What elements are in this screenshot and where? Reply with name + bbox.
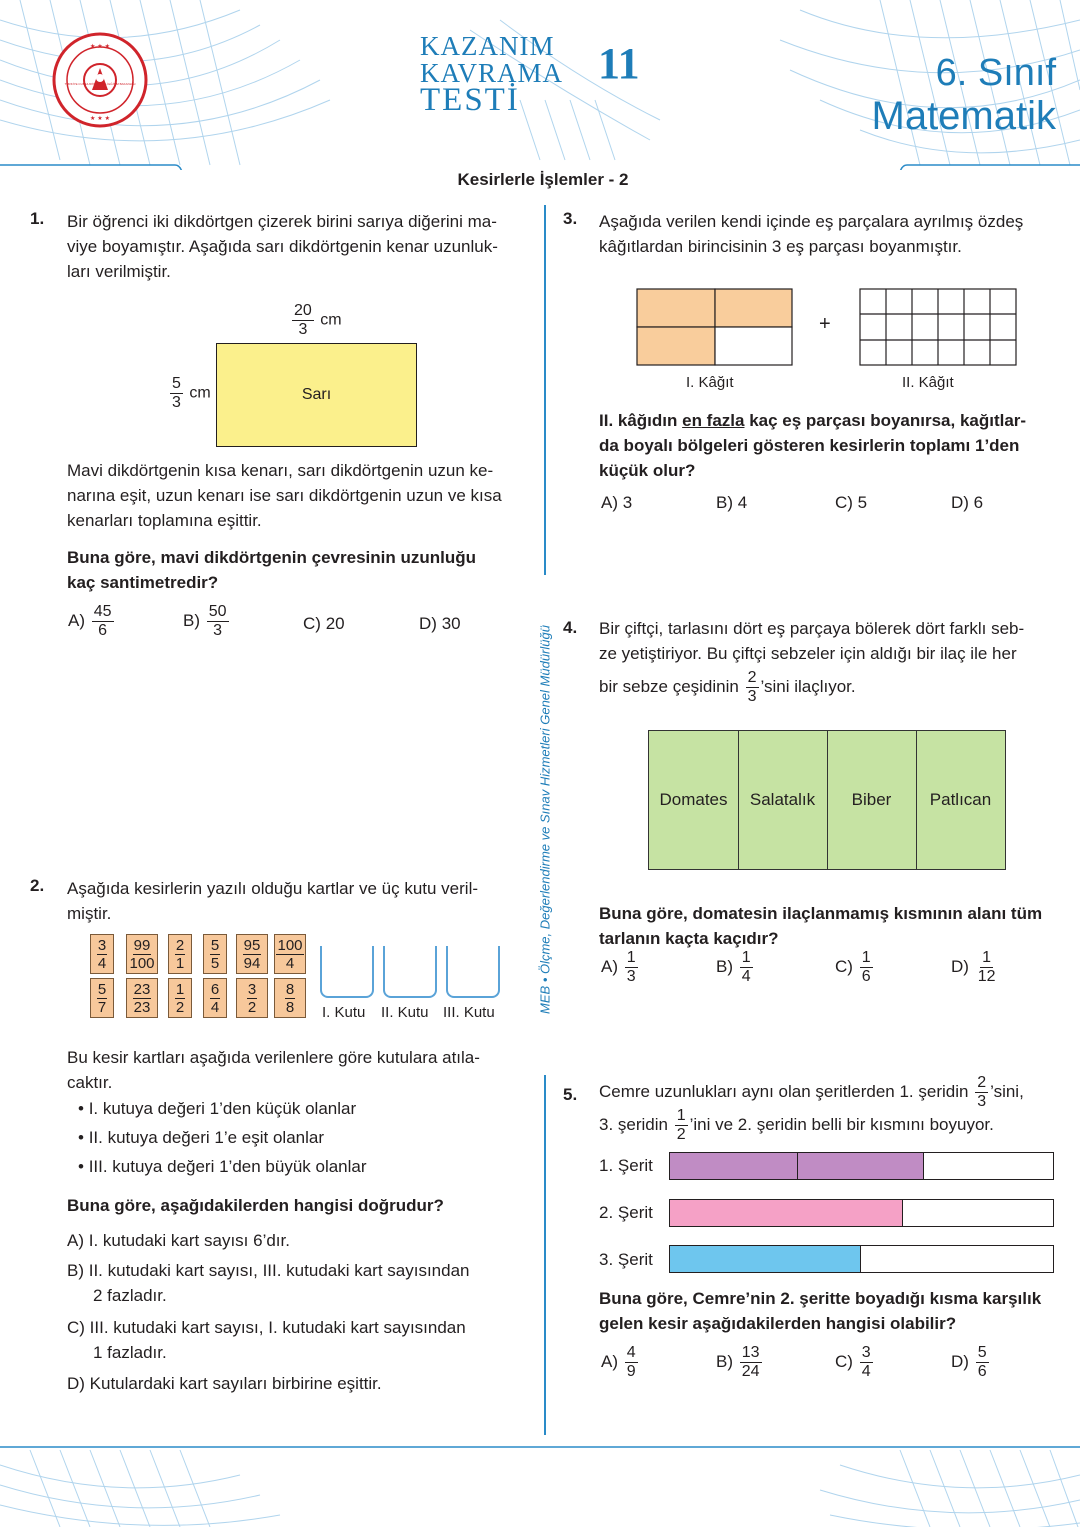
field-biber [827,731,917,869]
q3-ask3: küçük olur? [599,461,696,480]
q2-option-b-line1: B) II. kutudaki kart sayısı, III. kutudaki kart sayısından [67,1261,470,1280]
q5-option-a-label: A) [601,1351,618,1371]
q1-option-a[interactable] [68,604,116,639]
card-den: 7 [97,998,107,1016]
q5-option-d-label: D) [951,1351,969,1371]
test-number: 11 [598,39,640,88]
card-num: 2 [175,936,185,954]
q4-option-c-label: C) [835,956,853,976]
q1-text [67,209,537,284]
q2-bullet-3-text: III. kutuya değeri 1’den büyük olanlar [88,1157,367,1176]
q2-number: 2. [30,876,45,895]
q1-top-den: 3 [298,321,308,338]
q4-option-d-num: 1 [982,949,992,966]
q3-line1: Aşağıda verilen kendi içinde eş parçalara ayrılmış özdeş [599,212,1024,231]
q5-option-c-label: C) [835,1351,853,1371]
field-patlican [916,731,1005,869]
q5-option-c-den: 4 [861,1363,871,1380]
q2-option-c-line1: C) III. kutudaki kart sayısı, I. kutudaki kart sayısından [67,1318,466,1337]
q2-desc2: caktır. [67,1073,113,1092]
q2-bullets [78,1094,548,1181]
q1-option-c-text: 20 [325,614,345,633]
paper-2 [859,288,1018,368]
yellow-rectangle-label: Sarı [301,386,332,403]
q2-option-c-line2: 1 fazladır. [93,1343,167,1362]
q1-line1: Bir öğrenci iki dikdörtgen çizerek birini sarıya diğerini ma- [67,212,497,231]
q4-option-b[interactable] [716,950,755,985]
q5-line1b: ’sini, [990,1081,1024,1101]
q2-option-a[interactable]: A) I. kutudaki kart sayısı 6’dır. [67,1231,290,1250]
card [236,978,268,1018]
q2-desc1: Bu kesir kartları aşağıda verilenlere göre kutulara atıla- [67,1048,480,1067]
q1-option-c-label: C) [303,614,321,633]
card [168,978,192,1018]
box-3 [446,946,500,998]
q4-line3b: ’sini ilaçlıyor. [760,676,856,696]
q1-option-a-den: 6 [98,622,108,639]
card [274,978,306,1018]
strip-2-fill [670,1200,903,1226]
q1-option-d-text: 30 [441,614,461,633]
card [168,934,192,974]
q2-question: Buna göre, aşağıdakilerden hangisi doğrudur? [67,1196,444,1215]
q5-option-b-label: B) [716,1351,733,1371]
q5-line2b: ’ini ve 2. şeridin belli bir kısmını boyuyor. [689,1114,994,1134]
card-den: 4 [210,998,220,1016]
q1-question [67,545,547,595]
q4-option-a[interactable] [601,950,640,985]
q1-option-b-label: B) [183,610,200,630]
q5-line2a: 3. şeridin [599,1114,668,1134]
q4-ask2: tarlanın kaçta kaçıdır? [599,929,779,948]
subject: Matematik [871,94,1056,138]
field-biber-label: Biber [851,790,892,809]
q2-option-c[interactable] [67,1315,466,1365]
q1-side-dimension [168,376,211,411]
q5-option-d[interactable] [951,1345,991,1380]
svg-text:★ ★ ★: ★ ★ ★ [90,115,110,122]
test-title-line2: KAVRAMA [420,58,564,88]
q5-option-c-num: 3 [861,1344,871,1361]
q4-frac-den: 3 [747,688,757,705]
q2-cards [90,934,310,1018]
q3-ask1c: kaç eş parçası boyanırsa, kağıtlar- [744,411,1027,430]
card-den: 8 [285,998,295,1016]
q1-top-num: 20 [294,302,312,319]
card-num: 99 [133,936,151,954]
q5-option-d-den: 6 [977,1363,987,1380]
strip-3 [669,1245,1054,1273]
q5-option-a[interactable] [601,1345,640,1380]
test-title-line3: TESTİ [420,82,520,118]
q4-number: 4. [563,618,578,637]
q4-option-c-den: 6 [861,968,871,985]
topic-title: Kesirlerle İşlemler - 2 [457,170,629,189]
card-num: 6 [210,980,220,998]
q1-option-a-label: A) [68,610,85,630]
q1-number: 1. [30,209,45,228]
q4-option-b-den: 4 [741,968,751,985]
box-1-label: I. Kutu [322,1004,366,1021]
q2-option-b-line2: 2 fazladır. [93,1286,167,1305]
q4-option-b-num: 1 [741,949,751,966]
q5-option-b[interactable] [716,1345,764,1380]
q5-option-c[interactable] [835,1345,875,1380]
card-num: 100 [277,936,303,954]
q3-text [599,209,1059,259]
q5-frac2-den: 2 [676,1126,686,1143]
card [90,978,114,1018]
q4-text [599,616,1059,705]
q5-frac2-num: 1 [676,1107,686,1124]
card-den: 100 [129,954,155,972]
q4-option-d-label: D) [951,956,969,976]
strip-1 [669,1152,1054,1180]
q3-line2: kâğıtlardan birincisinin 3 eş parçası boyanmıştır. [599,237,962,256]
q3-ask1 [599,408,1069,433]
strip-3-label: 3. Şerit [599,1250,653,1269]
card-den: 4 [285,954,295,972]
q5-option-b-den: 24 [741,1363,760,1380]
q5-line2 [599,1108,1069,1143]
card [90,934,114,974]
q1-top-dimension [290,303,342,338]
q2-bullet-2-text: II. kutuya değeri 1’e eşit olanlar [88,1128,324,1147]
q4-option-c-num: 1 [861,949,871,966]
q4-line3a: bir sebze çeşidinin [599,676,739,696]
field [648,730,1006,870]
q5-question [599,1286,1069,1336]
q4-option-d-den: 12 [977,968,996,985]
q4-frac-num: 2 [747,669,757,686]
q2-bullet-3: • III. kutuya değeri 1’den büyük olanlar [78,1157,367,1176]
card [126,934,158,974]
q1-top-unit: cm [320,311,342,329]
q2-bullet-2: • II. kutuya değeri 1’e eşit olanlar [78,1128,324,1147]
q1-ask1: Buna göre, mavi dikdörtgenin çevresinin uzunluğu [67,548,476,567]
q5-line1 [599,1075,1069,1110]
q4-option-d[interactable] [951,950,999,985]
card-den: 2 [175,998,185,1016]
q2-bullet-1-text: I. kutuya değeri 1’den küçük olanlar [88,1099,357,1118]
q2-option-d[interactable]: D) Kutulardaki kart sayıları birbirine eşittir. [67,1374,382,1393]
q3-option-a[interactable]: A) 3 [601,493,633,512]
card-den: 5 [210,954,220,972]
q3-number: 3. [563,209,578,228]
q5-option-d-num: 5 [977,1344,987,1361]
q5-option-b-num: 13 [741,1344,760,1361]
q1-option-b-den: 3 [213,622,223,639]
card-num: 3 [97,936,107,954]
field-patlican-label: Patlıcan [929,790,992,809]
footer-decoration [0,1445,1080,1527]
card-num: 95 [243,936,261,954]
q3-ask1a: II. kâğıdın [599,411,683,430]
card [203,934,227,974]
q1-desc2: narına eşit, uzun kenarı ise sarı dikdörtgenin uzun ve kısa [67,486,502,505]
q1-ask2: kaç santimetredir? [67,573,219,592]
q1-desc3: kenarları toplamına eşittir. [67,511,262,530]
q4-line3 [599,670,1059,705]
card-num: 1 [175,980,185,998]
strip-1-label: 1. Şerit [599,1156,653,1175]
box-3-label: III. Kutu [443,1004,495,1021]
paper-2-label: II. Kâğıt [902,374,954,391]
yellow-rectangle [216,343,417,447]
strip-1-fill-part2 [798,1153,924,1179]
card-den: 1 [175,954,185,972]
card-num: 8 [285,980,295,998]
q4-option-a-den: 3 [626,968,636,985]
strip-2 [669,1199,1054,1227]
paper-1-label: I. Kâğıt [686,374,734,391]
q1-option-b-num: 50 [208,603,227,620]
q2-bullet-1: • I. kutuya değeri 1’den küçük olanlar [78,1099,357,1118]
q2-line2: miştir. [67,904,112,923]
q4-option-b-label: B) [716,956,733,976]
q2-text [67,876,537,926]
side-text: MEB • Ölçme, Değerlendirme ve Sınav Hizmetleri Genel Müdürlüğü [537,625,553,1014]
field-salatalik-label: Salatalık [749,790,816,809]
card-den: 23 [133,998,151,1016]
q5-ask1: Buna göre, Cemre’nin 2. şeritte boyadığı kısma karşılık [599,1289,1042,1308]
q1-option-c[interactable] [303,614,345,634]
q3-option-c[interactable]: C) 5 [835,493,868,512]
q4-ask1: Buna göre, domatesin ilaçlanmamış kısmının alanı tüm [599,904,1043,923]
q5-option-a-den: 9 [626,1363,636,1380]
box-2-label: II. Kutu [381,1004,429,1021]
q1-side-unit: cm [189,384,211,402]
q3-ask2: da boyalı bölgeleri gösteren kesirlerin toplamı 1’den [599,436,1020,455]
card-num: 3 [247,980,257,998]
q4-question [599,901,1069,951]
q3-option-d[interactable]: D) 6 [951,493,984,512]
q4-line2: ze yetiştiriyor. Bu çiftçi sebzeler için aldığı bir ilaç ile her [599,644,1017,663]
strip-3-fill [670,1246,861,1272]
q1-option-a-num: 45 [93,603,112,620]
field-salatalik [738,731,828,869]
plus-sign: + [819,313,831,335]
grade: 6. Sınıf [935,52,1056,94]
q5-ask2: gelen kesir aşağıdakilerden hangisi olabilir? [599,1314,957,1333]
q4-option-c[interactable] [835,950,875,985]
card-num: 5 [97,980,107,998]
strip-2-label: 2. Şerit [599,1203,653,1222]
q1-line2: viye boyamıştır. Aşağıda sarı dikdörtgenin kenar uzunluk- [67,237,498,256]
test-title [420,31,564,118]
card [126,978,158,1018]
card [274,934,306,974]
field-domates-label: Domates [659,790,728,809]
paper-1 [636,288,794,368]
q3-ask1-emphasis: en fazla [682,411,745,430]
q1-option-d-label: D) [419,614,437,633]
test-title-line1: KAZANIM [420,31,555,61]
q5-frac1-den: 3 [977,1093,987,1110]
q4-option-a-label: A) [601,956,618,976]
card-num: 5 [210,936,220,954]
q1-option-b[interactable] [183,604,231,639]
logo-text: TÜRKİYE CUMHURİYETİ MİLLİ EĞİTİM BAKANLIĞI [64,82,136,86]
q5-line1a: Cemre uzunlukları aynı olan şeritlerden 1. şeridin [599,1081,969,1101]
column-divider [544,205,546,575]
q5-number: 5. [563,1085,578,1104]
card-den: 4 [97,954,107,972]
q2-option-b[interactable] [67,1258,470,1308]
q2-description [67,1045,537,1095]
q2-line1: Aşağıda kesirlerin yazılı olduğu kartlar ve üç kutu veril- [67,879,479,898]
q1-side-den: 3 [172,394,181,411]
q4-option-a-num: 1 [626,949,636,966]
box-2 [383,946,437,998]
q1-option-d[interactable] [419,614,461,634]
card-den: 94 [243,954,261,972]
card-den: 2 [247,998,257,1016]
q4-line1: Bir çiftçi, tarlasını dört eş parçaya bölerek dört farklı seb- [599,619,1025,638]
q1-side-num: 5 [172,375,181,392]
card-num: 23 [133,980,151,998]
svg-text:★ ★ ★: ★ ★ ★ [90,43,110,50]
q5-frac1-num: 2 [977,1074,987,1091]
box-1 [320,946,374,998]
q1-line3: ları verilmiştir. [67,262,171,281]
q1-description [67,458,537,533]
meb-logo [52,32,148,128]
card [203,978,227,1018]
q3-option-b[interactable]: B) 4 [716,493,748,512]
field-domates [649,731,739,869]
strip-1-fill-part1 [670,1153,798,1179]
q1-desc1: Mavi dikdörtgenin kısa kenarı, sarı dikdörtgenin uzun ke- [67,461,494,480]
card [236,934,268,974]
q3-question [599,408,1069,483]
q5-option-a-num: 4 [626,1344,636,1361]
